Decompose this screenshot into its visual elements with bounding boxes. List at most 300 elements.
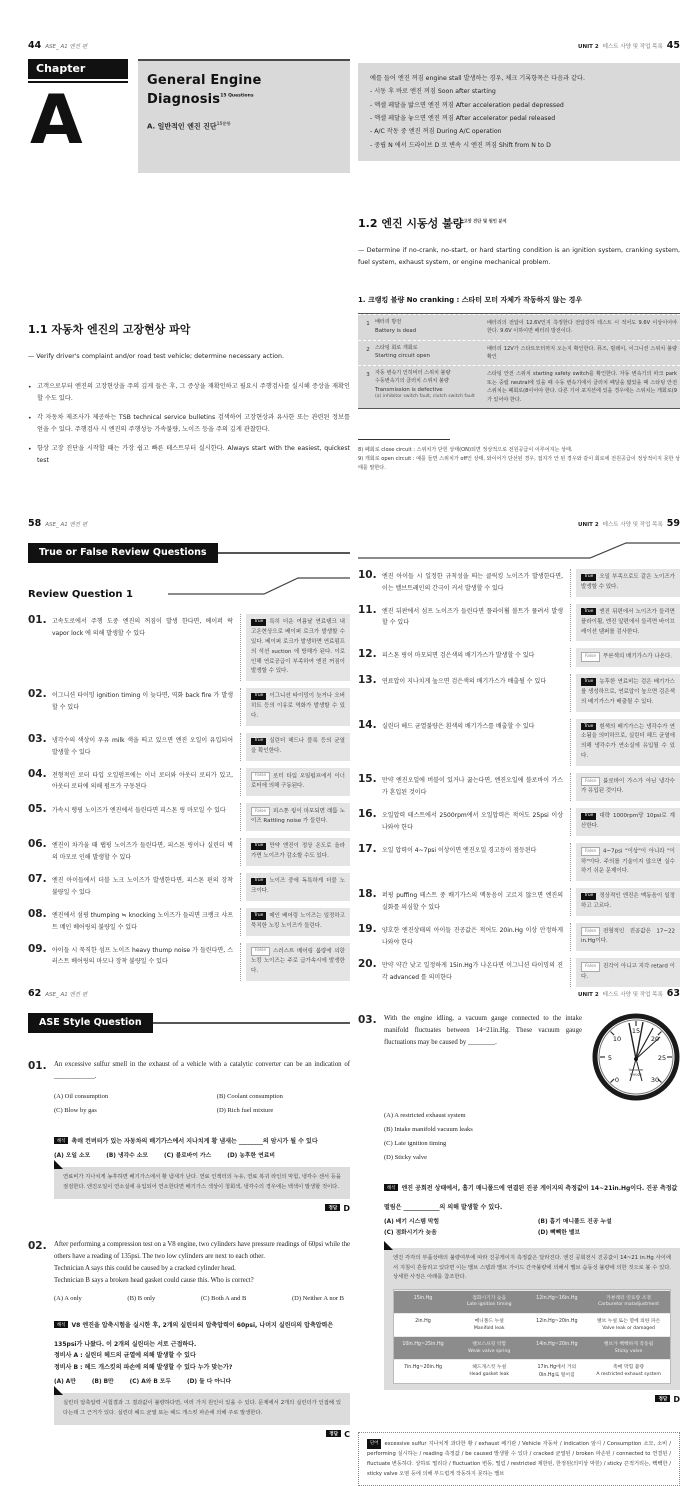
answer-box bbox=[576, 569, 680, 597]
row-number: 3 bbox=[366, 372, 370, 379]
book-title: ASE_ A1 엔진 편 bbox=[45, 992, 88, 998]
translation-text: 엔진 공회전 상태에서, 흡기 매니폴드에 연결된 진공 게이지의 측정값이 14~21in.Hg이다. 진공 측정값 떨림은 ____________의 의해 발생할 수 있다. bbox=[384, 1184, 678, 1212]
option: (B) 흡기 매니폴드 진공 누설 bbox=[537, 1218, 612, 1225]
option: (C) Late ignition timing bbox=[384, 1139, 447, 1147]
question-row bbox=[358, 808, 680, 836]
svg-text:30: 30 bbox=[650, 1076, 660, 1084]
question-text: 양호한 엔진상태의 아이들 진공값은 적어도 20in.Hg 이상 안정하게 나와야 한다 bbox=[382, 927, 563, 946]
question-number: 05. bbox=[28, 803, 47, 816]
answer-letter: C bbox=[344, 1429, 350, 1439]
answer-text: 전형적인 진공값은 17~22 in.Hg이다. bbox=[581, 928, 675, 945]
question-row bbox=[358, 923, 680, 951]
question-row bbox=[358, 958, 680, 986]
explanation-text: 연료비가 지나치게 농후하면 배기가스에서 황 냄새가 난다. 연료 인젝터의 누유, 연료 복귀 라인의 막힘, 냉각수 센서 등을 점검한다. 엔진오일이 연소실에 유입되어 연소한다면 배기가스 색상이 청회색, 냉각수의 경우에는 백색이 발생할 것이다. bbox=[63, 1174, 341, 1190]
row-label: 스타팅 회로 개회로 Starting circuit open bbox=[375, 344, 430, 360]
option: (D) 둘 다 아니다 bbox=[186, 1379, 232, 1386]
answer-box bbox=[246, 768, 350, 796]
unit-title: 테스트 사양 및 작업 목록 bbox=[602, 44, 663, 50]
answer-cell bbox=[240, 803, 350, 831]
answer-box bbox=[246, 614, 350, 681]
row-number: 1 bbox=[366, 320, 370, 327]
answer-cell bbox=[570, 604, 680, 642]
translation-text: 촉매 컨버터가 있는 자동차의 배기가스에서 지나치게 황 냄새는 ________의 암시가 될 수 있다 bbox=[71, 1137, 318, 1145]
answer-badge: 정답 bbox=[325, 1204, 340, 1211]
translation bbox=[384, 1175, 680, 1240]
page-header bbox=[358, 40, 680, 51]
answer-text: 노이즈 중에 독특하게 더블 노크이다. bbox=[251, 878, 345, 895]
question-row bbox=[358, 674, 680, 712]
question-text: 연료압이 지나치게 높으면 검은색의 배기가스가 배출될 수 있다 bbox=[382, 677, 547, 685]
question-number: 02. bbox=[28, 1239, 47, 1252]
answer-text: 로터 타입 오일펌프에서 이너 로터에 의해 구동된다. bbox=[251, 773, 345, 790]
table-row bbox=[358, 314, 680, 340]
footnote-divider bbox=[358, 439, 450, 440]
question-line: Technician A says this could be caused by a cracked cylinder head. bbox=[54, 1265, 236, 1273]
question-number: 06. bbox=[28, 838, 47, 851]
row-label: 자동 변속기 인히비터 스위치 불량 수동변속기의 클러치 스위치 불량 Transmission is defective (a) inhibitor switch fault, clutch switch fault bbox=[375, 370, 475, 399]
answer-cell bbox=[570, 674, 680, 712]
section-bar bbox=[28, 543, 350, 563]
design-line bbox=[358, 539, 680, 561]
translation bbox=[54, 1128, 350, 1159]
question-text: 가속시 랭핑 노이즈가 엔진에서 들린다면 피스톤 링 마모일 수 있다 bbox=[52, 807, 226, 815]
answer-cell bbox=[570, 569, 680, 597]
answer-cell bbox=[570, 808, 680, 836]
question-02 bbox=[28, 1239, 350, 1439]
vacuum-table-row: 15in.Hg 점화시기가 늦음 Late ignition timing 12in.Hg~16in.Hg 카뷰레터 연료량 조정 Carburetor maladjustment bbox=[394, 1290, 670, 1313]
verdict-badge: False bbox=[581, 847, 600, 856]
question-number: 10. bbox=[358, 569, 377, 581]
translation-options bbox=[54, 1376, 350, 1385]
bar-rule bbox=[218, 552, 350, 554]
option: (B) B만 bbox=[91, 1379, 114, 1386]
answer-text: 진각이 아니고 지각 retard 이다. bbox=[581, 963, 675, 980]
question-row bbox=[358, 569, 680, 597]
question-list bbox=[358, 569, 680, 987]
bullet-item: • 각 자동차 제조사가 제공하는 TSB technical service bulletins 검색하여 고장현상과 유사한 또는 관련된 정보를 얻을 수 있다. 주행검사 시 엔진의 주행성능 가속불량, 노이즈 등을 주의 깊게 관찰한다. bbox=[28, 412, 350, 436]
answer-box bbox=[576, 719, 680, 767]
answer-cell bbox=[570, 888, 680, 916]
answer-line bbox=[54, 1430, 350, 1439]
answer-text: 농후한 연료비는 검은 배기가스를 생성하므로, 연료압이 높으면 검은색의 배기가스가 배출될 수 있다. bbox=[581, 678, 675, 705]
page-number: 44 bbox=[28, 40, 42, 51]
verdict-badge: False bbox=[251, 807, 270, 816]
answer-text: 대략 1000rpm당 10psi로 계산한다. bbox=[581, 813, 675, 830]
vocab-badge: 단어 bbox=[367, 1439, 381, 1449]
page-number: 62 bbox=[28, 988, 42, 999]
question-number: 01. bbox=[28, 1060, 47, 1072]
option: (D) Sticky valve bbox=[384, 1153, 427, 1161]
note-items bbox=[370, 85, 668, 152]
verdict-badge: True bbox=[251, 619, 266, 626]
option: (C) 블로바이 가스 bbox=[164, 1153, 212, 1160]
option: (D) 빽빽한 밸브 bbox=[537, 1230, 581, 1237]
answer-box bbox=[576, 923, 680, 951]
answer-letter: D bbox=[673, 1394, 680, 1404]
answer-box bbox=[246, 838, 350, 866]
section-bar bbox=[28, 1013, 350, 1033]
vacuum-table-row: 10in.Hg~25in.Hg 밸브스프링 약함 Weak valve spring 14in.Hg~20in.Hg 밸브가 빽빽하게 작동됨 Sticky valve bbox=[394, 1336, 670, 1359]
option: (C) Blow by gas bbox=[54, 1107, 97, 1115]
answer-letter: D bbox=[343, 1203, 350, 1213]
question-text: 냉각수의 색상이 우유 milk 색을 띄고 있으면 엔진 오일이 유입되어 발생할 수 있다 bbox=[52, 737, 233, 756]
answer-box bbox=[246, 733, 350, 761]
corner-triangle-icon bbox=[384, 1241, 393, 1250]
option: (A) Oil consumption bbox=[54, 1093, 109, 1101]
question-row bbox=[358, 888, 680, 916]
page-header bbox=[358, 518, 680, 529]
verdict-badge: False bbox=[581, 777, 600, 786]
answer-box bbox=[246, 688, 350, 726]
answer-box bbox=[246, 803, 350, 831]
question-text: 엔진 아이들에서 더블 노크 노이즈가 발생한다면, 피스톤 핀의 장착 불량일 수 있다 bbox=[52, 877, 233, 896]
note-item: - 시동 후 바로 엔진 꺼짐 Soon after starting bbox=[370, 88, 496, 96]
page-header bbox=[358, 988, 680, 999]
question-number: 09. bbox=[28, 942, 47, 955]
svg-text:0: 0 bbox=[614, 1076, 620, 1084]
question-number: 18. bbox=[358, 888, 377, 901]
answer-text: 이그니션 타이밍이 늦거나 오버히트 등의 이유로 역화가 발생할 수 있다. bbox=[251, 693, 345, 720]
option: (C) 점화시기가 늦음 bbox=[384, 1230, 437, 1237]
explanation-text: 엔진 각각의 부품상태의 불량여부에 따라 진공게이지 측정값은 달라진다. 엔진 공회전시 진공값이 14~21 in.Hg 사이에서 지침이 흔들리고 있다면 이는 밸브 스템과 밸브 가이드 간극불량에 의해서 밸브 습동성 불량에 의한 것으로 볼 수 있다. 상세한 사정은 아래를 참조한다. bbox=[393, 1254, 671, 1281]
page-44 bbox=[28, 40, 350, 475]
row-description: 배터리의 전압이 12.6V인지 측정한다 전압강하 테스트 시 적어도 9.6V 이상이어야 한다. 9.6V 이하이면 배터리 방전이다. bbox=[487, 319, 677, 335]
verdict-badge: False bbox=[251, 947, 270, 956]
question-text: 오일압력 테스트에서 2500rpm에서 오일압력은 적어도 25psi 이상 나와야 한다 bbox=[382, 812, 563, 832]
question-text: 아이들 시 묵직한 섬프 노이즈 heavy thump noise 가 들린다면, 스러스트 베어링의 마모나 장착 불량일 수 있다 bbox=[52, 946, 233, 966]
answer-text: 메인 베어링 노이즈는 일정하고 묵직한 노킹 노이즈가 들린다. bbox=[251, 912, 345, 929]
svg-text:15: 15 bbox=[631, 1027, 641, 1035]
options bbox=[54, 1090, 350, 1117]
answer-cell bbox=[570, 719, 680, 767]
question-number: 13. bbox=[358, 673, 377, 686]
chapter-question-count: 15 Questions bbox=[220, 93, 254, 99]
verdict-badge: True bbox=[581, 893, 596, 900]
chapter-title: General Engine Diagnosis bbox=[147, 73, 262, 107]
page-number: 63 bbox=[666, 988, 680, 999]
footnotes bbox=[358, 446, 680, 473]
question-number: 11. bbox=[358, 603, 377, 616]
verdict-badge: False bbox=[581, 652, 600, 661]
question-number: 03. bbox=[358, 1014, 377, 1026]
question-number: 04. bbox=[28, 767, 47, 780]
vocab-text: excessive sulfur 지나치게 과다한 황 / exhaust 배기관 / Vehicle 자동차 / indication 암시 / Consumption 소모, 소비 / performing 실시하는 / reading 측정값 / be caused 발생할 수 있다 / cracked 균열된 / broken 파손된 / connected to 연결된 / fluctuate 변동하다. 상하로 떨리다 / fluctuation 변동, 떨림 / restricted 제한된, 한정된(의미상 막힌) / sticky 끈적거리는, 빽빽한 / sticky valve 오염 등에 의해 부드럽게 작동하지 못하는 밸브 bbox=[367, 1440, 671, 1478]
answer-line bbox=[54, 1204, 350, 1213]
note-intro: 예를 들어 엔진 꺼짐 engine stall 발생하는 경우, 체크 기록항목은 다음과 같다. bbox=[370, 75, 585, 82]
answer-text: 엔진 뒤편에서 노이즈가 들리면 플라이휠, 엔진 앞편에서 들리면 바이브레이션 댐퍼를 검사한다. bbox=[581, 608, 675, 635]
bullet-item: • 고객으로부터 엔진의 고장현상을 주의 깊게 들은 후, 그 증상을 재확인하고 필요시 주행검사를 실시해 증상을 재확인할 수도 있다. bbox=[28, 381, 350, 405]
svg-text:10: 10 bbox=[612, 1035, 622, 1043]
option: (D) Neither A nor B bbox=[291, 1294, 344, 1302]
answer-box bbox=[576, 808, 680, 836]
option: (B) 냉각수 소모 bbox=[106, 1153, 148, 1160]
answer-box bbox=[576, 604, 680, 642]
answer-text: 피스톤 링이 마모되면 래틀 노이즈 Rattling noise 가 들린다. bbox=[251, 808, 345, 825]
answer-box bbox=[576, 888, 680, 916]
answer-cell bbox=[570, 843, 680, 881]
chapter-label: Chapter bbox=[28, 59, 128, 79]
question-number: 20. bbox=[358, 958, 377, 971]
question-text: 만약 엔진오일에 버블이 있거나 끓는다면, 엔진오일에 블로바이 가스가 혼입된 것이다 bbox=[382, 777, 563, 796]
question-text: 엔진 아이들 시 일정한 규칙성을 띄는 클릭킹 노이즈가 발생한다면, 이는 밸브트레인의 간극이 커서 발생할 수 있다 bbox=[382, 573, 563, 592]
explanation-box bbox=[54, 1393, 350, 1425]
section-bar-title: True or False Review Questions bbox=[28, 543, 218, 563]
note-item: - 중립 N 에서 드라이브 D 로 변속 시 엔진 꺼짐 Shift from N to D bbox=[370, 141, 551, 149]
question-row bbox=[358, 773, 680, 801]
note-item: - A/C 작동 중 엔진 꺼짐 During A/C operation bbox=[370, 128, 502, 136]
vacuum-table-row: 7in.Hg~20in.Hg 헤드개스킷 누설 Head gasket leak 17in.Hg에서 거의 0in.Hg로 떨어짐 촉매 막힘 불량 A restricted exhaust system bbox=[394, 1359, 670, 1382]
translation-badge: 해석 bbox=[54, 1321, 68, 1328]
bullet-item: • 항상 고장 진단을 시작할 때는 가장 쉽고 빠른 테스트부터 실시한다. Always start with the easiest, quickest test bbox=[28, 443, 350, 467]
translation-line: 정비사 A : 실린더 헤드의 균열에 의해 발생할 수 있다 bbox=[54, 1352, 196, 1360]
question-number: 16. bbox=[358, 808, 377, 821]
verdict-badge: True bbox=[581, 723, 596, 730]
question-row bbox=[28, 768, 350, 796]
question-number: 07. bbox=[28, 873, 47, 886]
translation bbox=[54, 1312, 350, 1386]
chapter-title-box bbox=[138, 59, 350, 173]
row-number: 2 bbox=[366, 346, 370, 353]
answer-cell bbox=[570, 773, 680, 801]
bullet-list bbox=[28, 381, 350, 468]
question-row bbox=[358, 719, 680, 767]
question-row bbox=[358, 843, 680, 881]
cranking-table bbox=[358, 313, 680, 409]
page-63 bbox=[358, 988, 680, 1486]
chapter-block bbox=[28, 59, 350, 173]
option: (A) 배기 시스템 막힘 bbox=[384, 1218, 440, 1225]
chapter-subtitle: A. 일반적인 엔진 진단 bbox=[147, 122, 217, 131]
answer-cell bbox=[240, 838, 350, 866]
answer-box bbox=[576, 773, 680, 801]
verdict-badge: True bbox=[581, 813, 596, 820]
question-lines bbox=[54, 1263, 350, 1287]
verdict-badge: True bbox=[251, 912, 266, 919]
option: (C) A와 B 모두 bbox=[129, 1379, 171, 1386]
bar-rule bbox=[153, 1022, 350, 1024]
answer-text: 실린더 헤드나 블록 등의 균열을 확인한다. bbox=[251, 738, 345, 754]
answer-text: 흰색의 배기가스는 냉각수가 연소됨을 의미하므로, 실린더 헤드 균열에 의해 냉각수가 연소실에 유입될 수 있다. bbox=[581, 723, 675, 760]
page-number: 58 bbox=[28, 518, 42, 529]
question-row bbox=[28, 943, 350, 981]
answer-box bbox=[576, 843, 680, 881]
page-header bbox=[28, 988, 350, 999]
answer-box bbox=[246, 908, 350, 936]
question-line: Technician B says a broken head gasket could cause this. Who is correct? bbox=[54, 1277, 254, 1285]
section-title: 1.1 자동차 엔진의 고장현상 파악 bbox=[28, 323, 191, 336]
options bbox=[384, 1109, 680, 1165]
question-text: 실린더 헤드 균열불량은 흰색의 배기가스를 배출할 수 있다 bbox=[382, 722, 535, 730]
footnote: 9) 개회로 open circuit : 예를 들면 스위치가 off인 상태, 와이어가 단선된 경우, 접지가 안 된 경우와 같이 회로에 전원공급이 정상적이지 못한 상태를 말한다. bbox=[358, 456, 680, 472]
unit-title: 테스트 사양 및 작업 목록 bbox=[602, 992, 663, 998]
answer-cell bbox=[240, 768, 350, 796]
question-row bbox=[28, 873, 350, 901]
question-text: 엔진이 차가울 때 탭핑 노이즈가 들린다면, 피스톤 링이나 실린더 벽의 마모로 인해 발생할 수 있다 bbox=[52, 842, 233, 862]
answer-text: 푸른색의 배기가스가 나온다. bbox=[603, 653, 673, 660]
option: (C) Both A and B bbox=[200, 1294, 247, 1302]
note-item: - 액셀 페달을 놓으면 엔진 꺼짐 After accelerator pedal released bbox=[370, 114, 556, 122]
question-text: With the engine idling, a vacuum gauge connected to the intake manifold fluctuates between 14~21in.Hg. These vacuum gauge fluctuations may be caused by ________. bbox=[384, 1015, 582, 1047]
unit-label: UNIT 2 bbox=[578, 44, 599, 50]
row-description: 스타팅 안전 스위치 starting safety switch를 확인한다. 자동 변속기의 파크 park 또는 중립 neutral에 있을 때 수동 변속기에서 클러치 페달을 밟았을 때 스타팅 안전 스위치는 폐회로(8이어야 한다. 다른 기어 포지션에 있을 경우에는 스위치는 개회로(9가 있어야 한다. bbox=[487, 371, 677, 403]
answer-text: 만약 엔진이 정상 온도로 올라가면 노이즈가 감소할 수도 있다. bbox=[251, 843, 345, 860]
section-intro: — Verify driver's complaint and/or road test vehicle; determine necessary action. bbox=[28, 353, 284, 360]
answer-box bbox=[576, 648, 680, 666]
question-text: An excessive sulfur smell in the exhaust of a vehicle with a catalytic converter can be an indication of ____________. bbox=[54, 1061, 350, 1081]
corner-triangle-icon bbox=[54, 1386, 63, 1395]
question-row bbox=[28, 908, 350, 936]
question-text: 오일 압력이 4~7psi 이상이면 엔진오일 경고등이 점등된다 bbox=[382, 847, 537, 855]
answer-box bbox=[246, 873, 350, 901]
verdict-badge: True bbox=[581, 678, 596, 685]
answer-cell bbox=[240, 873, 350, 901]
question-03 bbox=[358, 1013, 680, 1404]
option: (B) B only bbox=[127, 1294, 156, 1302]
answer-box bbox=[246, 943, 350, 981]
svg-text:5: 5 bbox=[607, 1054, 613, 1062]
question-row bbox=[28, 803, 350, 831]
page-number: 45 bbox=[666, 40, 680, 51]
answer-text: 정상적인 엔진은 맥동음이 일정하고 고르다. bbox=[581, 893, 675, 910]
vacuum-table bbox=[393, 1289, 671, 1384]
question-text: 엔진에서 섬핑 thumping ≒ knocking 노이즈가 들리면 크랭크 샤프트 메인 베어링의 불량일 수 있다 bbox=[52, 911, 233, 931]
options bbox=[54, 1295, 350, 1302]
page-45 bbox=[358, 40, 680, 473]
chapter-left bbox=[28, 59, 128, 173]
verdict-badge: True bbox=[251, 693, 266, 700]
vocabulary-box bbox=[358, 1432, 680, 1486]
question-row bbox=[28, 688, 350, 726]
section-title: 1.2 엔진 시동성 불량 bbox=[358, 216, 464, 230]
option: (A) A restricted exhaust system bbox=[384, 1112, 466, 1119]
verdict-badge: False bbox=[251, 772, 270, 781]
question-row bbox=[28, 733, 350, 761]
svg-text:20: 20 bbox=[650, 1035, 660, 1043]
verdict-badge: True bbox=[251, 878, 266, 885]
section-sup: 고장 진단 및 원인 분석 bbox=[463, 219, 507, 225]
verdict-badge: False bbox=[581, 962, 600, 971]
answer-cell bbox=[240, 688, 350, 726]
question-number: 19. bbox=[358, 923, 377, 936]
verdict-badge: True bbox=[581, 608, 596, 615]
review-title: Review Question 1 bbox=[28, 589, 133, 600]
svg-text:Vacuum: Vacuum bbox=[628, 1068, 644, 1072]
question-text: 고속도로에서 주행 도중 엔진의 꺼짐이 발생 한다면, 베이퍼 락 vapor lock 에 의해 발생할 수 있다 bbox=[52, 618, 233, 637]
book-title: ASE_ A1 엔진 편 bbox=[45, 522, 88, 528]
answer-box bbox=[576, 958, 680, 986]
unit-title: 테스트 사양 및 작업 목록 bbox=[602, 522, 663, 528]
explanation-box bbox=[384, 1248, 680, 1390]
answer-cell bbox=[570, 923, 680, 951]
question-number: 17. bbox=[358, 843, 377, 856]
question-list bbox=[28, 614, 350, 981]
corner-triangle-icon bbox=[54, 1160, 63, 1169]
page-58 bbox=[28, 518, 350, 988]
page-62 bbox=[28, 988, 350, 1439]
answer-box bbox=[576, 674, 680, 712]
unit-label: UNIT 2 bbox=[578, 522, 599, 528]
vacuum-gauge-image bbox=[592, 1013, 680, 1101]
vacuum-table-row: 2in.Hg 매니폴드 누설 Manifold leak 12in.Hg~20in.Hg 밸브 누설 또는 열에 의한 파손 Valve leak or damaged bbox=[394, 1313, 670, 1336]
answer-cell bbox=[570, 648, 680, 666]
note-box bbox=[358, 63, 680, 161]
question-text: 엔진 뒤판에서 섬프 노이즈가 들린다면 플라이휠 볼트가 풀려서 발생할 수 있다 bbox=[382, 607, 563, 627]
page-header bbox=[28, 40, 350, 51]
page-59 bbox=[358, 518, 680, 994]
translation-options bbox=[384, 1217, 680, 1240]
explanation-box bbox=[54, 1167, 350, 1199]
section-intro: — Determine if no-crank, no-start, or hard starting condition is an ignition system, cranking system, fuel system, exhaust system, or engine mechanical problem. bbox=[358, 246, 680, 266]
unit-label: UNIT 2 bbox=[578, 992, 599, 998]
question-row bbox=[28, 838, 350, 866]
answer-text: 스러스트 베어링 불량에 의한 노킹 노이즈는 주로 급가속시에 발생한다. bbox=[251, 948, 345, 974]
question-number: 14. bbox=[358, 718, 377, 731]
svg-text:Gauge: Gauge bbox=[630, 1072, 642, 1077]
translation-badge: 해석 bbox=[54, 1137, 68, 1144]
answer-cell bbox=[570, 958, 680, 986]
question-row bbox=[358, 648, 680, 666]
section-bar-title: ASE Style Question bbox=[28, 1013, 153, 1033]
option: (B) Coolant consumption bbox=[216, 1093, 283, 1101]
page-header bbox=[28, 518, 350, 529]
table-title: 1. 크랭킹 불량 No cranking : 스타터 모터 자체가 작동하지 않는 경우 bbox=[358, 295, 583, 304]
option: (A) A only bbox=[54, 1294, 82, 1302]
translation-text: V8 엔진을 압축시험을 실시한 후, 2개의 실린더의 압축압력이 60psi, 나머지 실린더의 압축압력은 135psi가 나왔다. 이 2개의 실린더는 서로 근접하다. bbox=[54, 1321, 334, 1349]
question-text: 전형적인 로터 타입 오일펌프에는 이너 로터와 아웃터 로터가 있고, 아웃터 로터에 의해 펌프가 구동된다 bbox=[52, 771, 233, 791]
page-number: 59 bbox=[666, 518, 680, 529]
option: (A) 오일 소모 bbox=[54, 1153, 91, 1160]
question-number: 12. bbox=[358, 648, 377, 661]
answer-text: 특히 더운 여름날 연료탱크 내 고온현상으로 베이퍼 로크가 발생할 수 있다. 베이퍼 로크가 발생하면 연료펌프의 석션 suction 에 방해가 된다. 이로 인해 연료공급이 부족하여 엔진 꺼짐이 발생할 수 있다. bbox=[251, 619, 345, 675]
option: (D) Rich fuel mixture bbox=[216, 1107, 274, 1115]
question-row bbox=[28, 614, 350, 681]
question-number: 02. bbox=[28, 688, 47, 701]
table-row bbox=[358, 365, 680, 408]
answer-cell bbox=[240, 733, 350, 761]
translation-options bbox=[54, 1150, 350, 1159]
answer-line bbox=[384, 1395, 680, 1404]
answer-cell bbox=[240, 908, 350, 936]
question-01 bbox=[28, 1059, 350, 1213]
chapter-letter: A bbox=[30, 81, 83, 160]
table-row bbox=[358, 340, 680, 366]
question-text: 만약 약간 낮고 일정하게 15in.Hg가 나온다면 이그니션 타이밍의 진각 advanced 를 의미한다 bbox=[382, 962, 563, 982]
verdict-badge: True bbox=[581, 574, 596, 581]
option: (A) A만 bbox=[54, 1379, 76, 1386]
verdict-badge: False bbox=[581, 927, 600, 936]
verdict-badge: True bbox=[251, 738, 266, 745]
answer-badge: 정답 bbox=[326, 1430, 341, 1437]
answer-text: 4~7psi "이상"이 아니라 "이하"이다. 주의를 기울이지 않으면 실수하기 쉬운 문제이다. bbox=[581, 848, 675, 875]
question-text: 이그니션 타이밍 ignition timing 이 늦다면, 역화 back fire 가 발생할 수 있다 bbox=[52, 692, 233, 712]
question-text: 퍼핑 puffing 테스트 중 배기가스의 맥동음이 고르지 않으면 엔진의 실화를 의심할 수 있다 bbox=[382, 892, 563, 911]
translation-badge: 해석 bbox=[384, 1184, 398, 1191]
question-text: After performing a compression test on a V8 engine, two cylinders have pressure readings of 60psi while the others have a reading of 135psi. The two low cylinders are next to each other. bbox=[54, 1240, 350, 1260]
translation-lines bbox=[54, 1350, 350, 1373]
translation-line: 정비사 B : 헤드 개스킷의 파손에 의해 발생할 수 있다 누가 맞는가? bbox=[54, 1363, 233, 1371]
footnote: 8) 폐회로 close circuit : 스위치가 닫힌 상태(ON)되면 정상적으로 전원공급이 이루어지는 상태. bbox=[358, 447, 573, 453]
chapter-subtitle-note: 15문항 bbox=[216, 121, 231, 126]
explanation-text: 실린더 압축압력 시험결과 그 결과값이 불량하다면, 여러 가지 원인이 있을 수 있다. 문제에서 2개의 실린더가 인접해 있다는데 그 근거가 있다. 실린더 헤드 균열 또는 헤드 개스킷 파손에 의해 주로 발생한다. bbox=[63, 1400, 341, 1417]
book-title: ASE_ A1 엔진 편 bbox=[45, 44, 88, 50]
option: (D) 농후한 연료비 bbox=[227, 1153, 275, 1160]
answer-badge: 정답 bbox=[655, 1395, 670, 1402]
answer-cell bbox=[240, 614, 350, 681]
note-item: - 액셀 페달을 밟으면 엔진 꺼짐 After acceleration pedal depressed bbox=[370, 101, 564, 109]
answer-text: 오일 부족으로도 같은 노이즈가 발생할 수 있다. bbox=[581, 574, 675, 590]
question-text: 피스톤 링이 마모되면 검은색의 배기가스가 발생할 수 있다 bbox=[382, 652, 535, 660]
verdict-badge: True bbox=[251, 843, 266, 850]
